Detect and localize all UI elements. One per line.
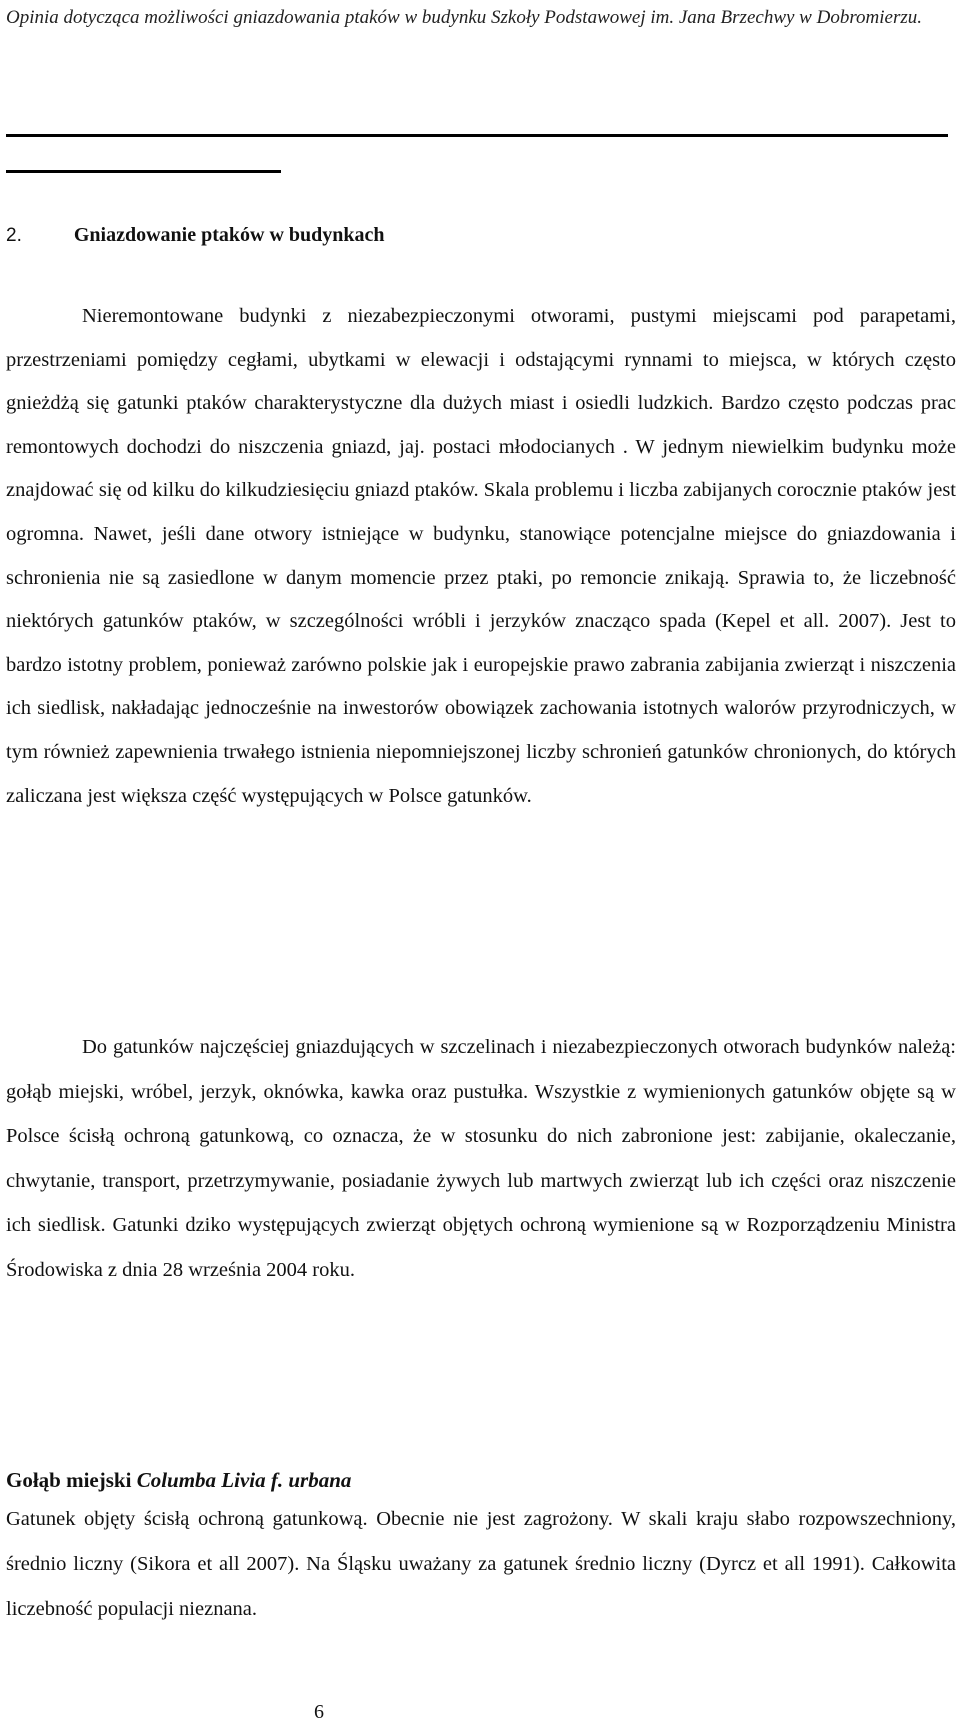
header-rule-long — [6, 134, 948, 137]
section-title: Gniazdowanie ptaków w budynkach — [73, 224, 385, 246]
species-latin-name: Columba Livia f. urbana — [136, 1468, 352, 1492]
page-number: 6 — [314, 1701, 324, 1723]
paragraph-building-nesting: Nieremontowane budynki z niezabezpieczonymi otworami, pustymi miejscami pod parapetami, przestrzeniami pomiędzy cegłami, ubytkami w elewacji i odstającymi rynnami to miejsca, w których często gnieżdżą się gatunki ptaków charakterystyczne dla dużych miast i osiedli ludzkich. Bardzo często podczas prac remontowych dochodzi do niszczenia gniazd, jaj. postaci młodocianych . W jednym niewielkim budynku może znajdować się od kilku do kilkudziesięciu gniazd ptaków. Skala problemu i liczba zabijanych corocznie ptaków jest ogromna. Nawet, jeśli dane otwory istniejące w budynku, stanowiące potencjalne miejsce do gniazdowania i schronienia nie są zasiedlone w danym momencie przez ptaki, po remoncie znikają. Sprawia to, że liczebność niektórych gatunków ptaków, w szczególności wróbli i jerzyków znacząco spada (Kepel et all. 2007). Jest to bardzo istotny problem, ponieważ zarówno polskie jak i europejskie prawo zabrania zabijania zwierząt i niszczenia ich siedlisk, nakładając jednocześnie na inwestorów obowiązek zachowania istotnych walorów przyrodniczych, w tym również zapewnienia trwałego istnienia niepomniejszonej liczby schronień gatunków chronionych, do których zaliczana jest większa część występujących w Polsce gatunków. — [6, 305, 956, 807]
paragraph-protected-species: Do gatunków najczęściej gniazdujących w szczelinach i niezabezpieczonych otworach budynków należą: gołąb miejski, wróbel, jerzyk, oknówka, kawka oraz pustułka. Wszystkie z wymienionych gatunków objęte są w Polsce ścisłą ochroną gatunkową, co oznacza, że w stosunku do nich zabronione jest: zabijanie, okaleczanie, chwytanie, transport, przetrzymywanie, posiadanie żywych lub martwych zwierząt lub ich części oraz niszczenie ich siedlisk. Gatunki dziko występujących zwierząt objętych ochroną wymienione są w Rozporządzeniu Ministra Środowiska z dnia 28 września 2004 roku. — [6, 1036, 956, 1281]
running-header: Opinia dotycząca możliwości gniazdowania ptaków w budynku Szkoły Podstawowej im. Jana Brzechwy w Dobromierzu. — [6, 7, 922, 28]
section-number: 2. — [6, 225, 22, 246]
species-heading — [6, 1462, 351, 1498]
header-rule-short — [6, 170, 281, 173]
species-common-name: Gołąb miejski — [6, 1468, 132, 1492]
section-heading — [6, 220, 385, 251]
paragraph-species-description: Gatunek objęty ścisłą ochroną gatunkową. Obecnie nie jest zagrożony. W skali kraju słabo rozpowszechniony, średnio liczny (Sikora et all 2007). Na Śląsku uważany za gatunek średnio liczny (Dyrcz et all 1991). Całkowita liczebność populacji nieznana. — [6, 1508, 956, 1620]
